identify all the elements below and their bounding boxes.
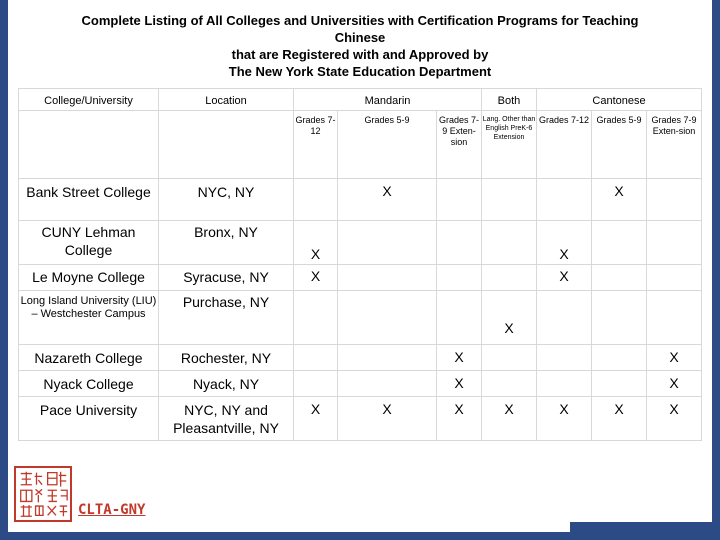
mark-cell: X	[437, 371, 482, 397]
table-row	[19, 345, 702, 371]
subheader-row	[19, 111, 702, 179]
mark-cell: X	[338, 179, 437, 221]
header-college: College/University	[19, 89, 159, 111]
header-location: Location	[159, 89, 294, 111]
subheader-mandarin-5-9: Grades 5-9	[338, 111, 437, 179]
chinese-seal-icon	[14, 466, 72, 522]
college-name: Long Island University (LIU) – Westchester Campus	[19, 291, 159, 345]
mark-cell: X	[592, 179, 647, 221]
title-line-2: Chinese	[334, 30, 386, 45]
mark-cell: X	[647, 371, 702, 397]
mark-cell	[294, 179, 338, 221]
mark-cell: X	[537, 265, 592, 291]
mark-cell: X	[294, 265, 338, 291]
college-location: Nyack, NY	[159, 371, 294, 397]
mark-cell	[647, 179, 702, 221]
mark-cell	[592, 265, 647, 291]
mark-cell	[592, 291, 647, 345]
mark-cell	[482, 345, 537, 371]
mark-cell: X	[294, 397, 338, 441]
mark-cell	[338, 371, 437, 397]
mark-cell	[537, 291, 592, 345]
college-location: NYC, NY and Pleasantville, NY	[159, 397, 294, 441]
header-cantonese: Cantonese	[537, 89, 702, 111]
mark-cell	[647, 221, 702, 265]
mark-cell	[537, 371, 592, 397]
college-name: Nyack College	[19, 371, 159, 397]
mark-cell: X	[437, 345, 482, 371]
mark-cell	[647, 291, 702, 345]
mark-cell: X	[592, 397, 647, 441]
table-row	[19, 371, 702, 397]
mark-cell	[482, 179, 537, 221]
table-row	[19, 221, 702, 265]
college-location: NYC, NY	[159, 179, 294, 221]
mark-cell	[294, 291, 338, 345]
mark-cell	[592, 221, 647, 265]
subheader-cantonese-5-9: Grades 5-9	[592, 111, 647, 179]
college-name: Le Moyne College	[19, 265, 159, 291]
subheader-cantonese-extension: Grades 7-9 Exten-sion	[647, 111, 702, 179]
certification-table	[18, 88, 702, 441]
college-location: Bronx, NY	[159, 221, 294, 265]
subheader-both-lote: Lang. Other than English PreK-6 Extension	[482, 111, 537, 179]
subheader-blank-college	[19, 111, 159, 179]
mark-cell	[294, 371, 338, 397]
mark-cell: X	[647, 397, 702, 441]
table-row	[19, 397, 702, 441]
mark-cell	[537, 345, 592, 371]
mark-cell	[482, 221, 537, 265]
mark-cell	[437, 221, 482, 265]
header-row	[19, 89, 702, 111]
mark-cell	[647, 265, 702, 291]
college-location: Purchase, NY	[159, 291, 294, 345]
mark-cell	[338, 291, 437, 345]
page-title	[0, 12, 720, 80]
mark-cell: X	[437, 397, 482, 441]
mark-cell: X	[482, 397, 537, 441]
clta-gny-logo-text: CLTA-GNY	[78, 502, 146, 518]
mark-cell: X	[294, 221, 338, 265]
mark-cell	[482, 371, 537, 397]
seal-glyphs	[16, 468, 70, 520]
mark-cell	[482, 265, 537, 291]
mark-cell	[338, 221, 437, 265]
table-row	[19, 291, 702, 345]
title-line-4: The New York State Education Department	[228, 64, 492, 79]
mark-cell	[592, 345, 647, 371]
college-name: Pace University	[19, 397, 159, 441]
mark-cell	[294, 345, 338, 371]
subheader-mandarin-7-12: Grades 7-12	[294, 111, 338, 179]
subheader-cantonese-7-12: Grades 7-12	[537, 111, 592, 179]
mark-cell	[437, 265, 482, 291]
mark-cell	[338, 345, 437, 371]
header-both: Both	[482, 89, 537, 111]
college-name: CUNY Lehman College	[19, 221, 159, 265]
table-row	[19, 179, 702, 221]
college-location: Rochester, NY	[159, 345, 294, 371]
college-location: Syracuse, NY	[159, 265, 294, 291]
college-name: Nazareth College	[19, 345, 159, 371]
mark-cell	[338, 265, 437, 291]
mark-cell: X	[537, 221, 592, 265]
table-row	[19, 265, 702, 291]
mark-cell	[437, 179, 482, 221]
title-line-3: that are Registered with and Approved by	[231, 47, 489, 62]
college-name: Bank Street College	[19, 179, 159, 221]
mark-cell	[592, 371, 647, 397]
header-mandarin: Mandarin	[294, 89, 482, 111]
mark-cell: X	[537, 397, 592, 441]
mark-cell	[537, 179, 592, 221]
mark-cell: X	[338, 397, 437, 441]
subheader-mandarin-extension: Grades 7-9 Exten-sion	[437, 111, 482, 179]
mark-cell: X	[647, 345, 702, 371]
bottom-white-strip	[8, 522, 570, 532]
mark-cell	[437, 291, 482, 345]
subheader-blank-location	[159, 111, 294, 179]
title-line-1: Complete Listing of All Colleges and Universities with Certification Programs for Teaching	[81, 13, 639, 28]
mark-cell: X	[482, 291, 537, 345]
